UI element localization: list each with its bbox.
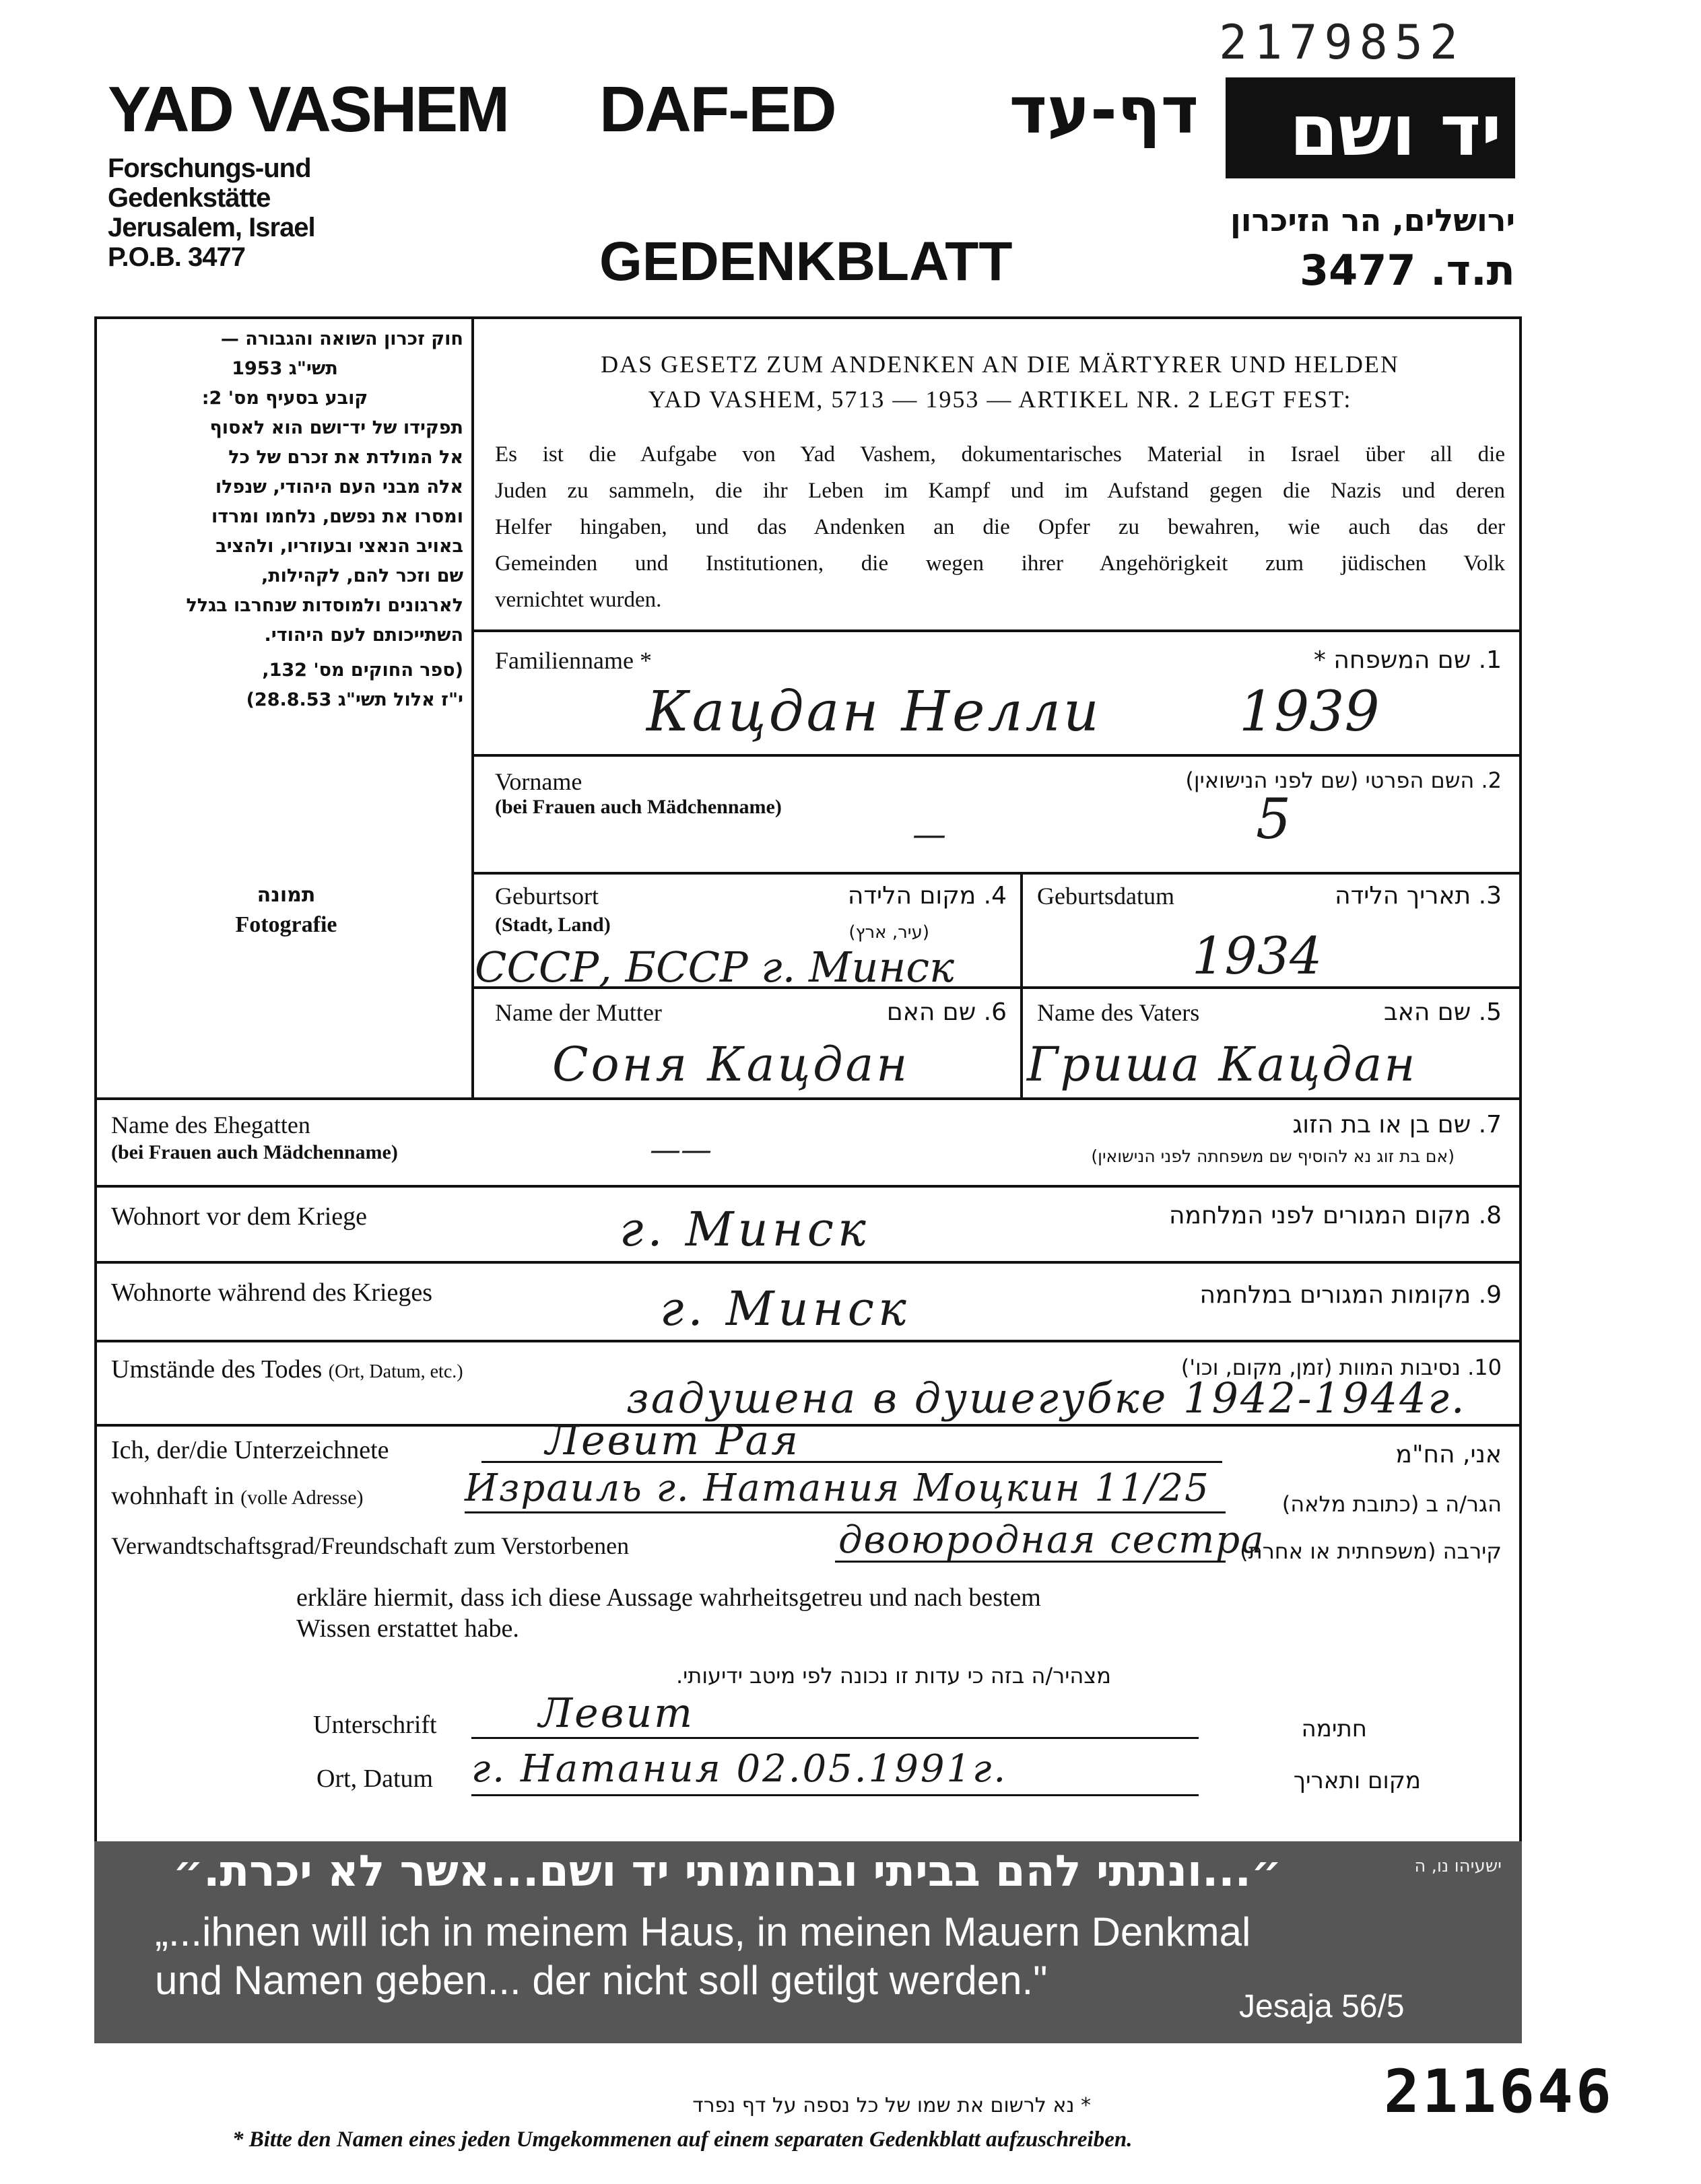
signature-underline [471, 1737, 1199, 1739]
declarant-label-he: אני, הח"מ [1395, 1441, 1502, 1468]
address-label-he: הגר/ה ב (כתובת מלאה) [1281, 1491, 1502, 1517]
law-body-line: Helfer hingaben, und das Andenken an die Opfer zu bewahren, wie auch das der [495, 515, 1505, 539]
org-name: YAD VASHEM [108, 73, 508, 145]
field-6-label-he: 6. שם האם [886, 998, 1007, 1026]
field-divider [471, 872, 1522, 875]
yad-vashem-logo [1226, 77, 1515, 178]
field-4-label-de: Geburtsort [495, 883, 599, 910]
field-divider [94, 1340, 1522, 1342]
address-value[interactable]: Израиль г. Натания Моцкин 11/25 [465, 1466, 1210, 1510]
org-line: Gedenkstätte [108, 183, 271, 213]
place-date-label-he: מקום ותאריך [1293, 1767, 1421, 1794]
signature-label-de: Unterschrift [313, 1711, 437, 1739]
relation-label-he: קירבה (משפחתית או אחרת) [1240, 1538, 1502, 1564]
declaration-line: erkläre hiermit, dass ich diese Aussage wahrheitsgetreu und nach bestem [296, 1583, 1041, 1612]
field-4-label-he: 4. מקום הלידה [847, 882, 1007, 910]
law-he-line: תשי"ג 1953 [232, 358, 338, 379]
field-divider [471, 754, 1522, 757]
banner-he-quote: ״...ונתתי להם בביתי ובחומותי יד ושם...אשר לא יכרת.״ [172, 1847, 1282, 1897]
field-1-label-he: 1. שם המשפחה * [1313, 646, 1502, 674]
logo-text: יד ושם [1290, 90, 1502, 172]
field-6-label-de: Name der Mutter [495, 999, 662, 1026]
field-10-value[interactable]: задушена в душегубке 1942-1944г. [626, 1373, 1467, 1423]
field-3-label-he: 3. תאריך הלידה [1335, 882, 1502, 910]
field-4-sublabel-he: (עיר, ארץ) [848, 922, 929, 943]
document-number-top: 2179852 [1219, 15, 1465, 70]
place-date-label-de: Ort, Datum [316, 1765, 434, 1793]
address-he: ירושלים, הר הזיכרון [1230, 202, 1515, 238]
field-5-label-de: Name des Vaters [1037, 999, 1200, 1026]
document-number-bottom: 211646 [1384, 2057, 1614, 2126]
declarant-label-de: Ich, der/die Unterzeichnete [111, 1436, 389, 1464]
law-heading-line: DAS GESETZ ZUM ANDENKEN AN DIE MÄRTYRER UND HELDEN [601, 351, 1399, 378]
law-he-line: קובע בסעיף מס' 2: [201, 388, 368, 409]
field-5-value[interactable]: Гриша Кацдан [1027, 1037, 1418, 1092]
law-he-line: באויב הנאצי ובעוזריו, ולהציב [215, 536, 463, 557]
law-body-line: Juden zu sammeln, die ihr Leben im Kampf und im Aufstand gegen die Nazis und deren [495, 479, 1505, 503]
field-9-label-de: Wohnorte während des Krieges [111, 1278, 433, 1307]
field-10-label-sub: (Ort, Datum, etc.) [328, 1361, 463, 1382]
law-he-line: תפקידו של יד־ושם הוא לאסוף [209, 417, 463, 438]
field-divider [94, 1185, 1522, 1188]
field-1-value[interactable]: Кацдан Нелли [646, 680, 1102, 744]
law-body-line: vernichtet wurden. [495, 588, 662, 612]
law-ref-line: י"ז אלול תשי"ג 28.8.53) [246, 689, 463, 710]
law-body-line: Gemeinden und Institutionen, die wegen ihrer Angehörigkeit zum jüdischen Volk [495, 551, 1505, 576]
law-heading [485, 347, 1515, 417]
banner-he-ref: ישעיהו נו, ה [1414, 1856, 1502, 1876]
law-body [495, 436, 1505, 618]
law-he-line: אל המולדת את זכרם של כל [228, 447, 463, 468]
relation-label-de: Verwandtschaftsgrad/Freundschaft zum Verstorbenen [111, 1532, 630, 1559]
field-vertical-divider [1020, 872, 1023, 1097]
law-he-line: שם וזכר להם, לקהילות, [261, 566, 463, 586]
place-date-underline [471, 1794, 1199, 1796]
law-he-line: אלה מבני העם היהודי, שנפלו [215, 477, 463, 498]
declaration-line: Wissen erstattet habe. [296, 1614, 519, 1643]
field-6-value[interactable]: Соня Кацдан [552, 1037, 910, 1092]
field-7-label-de: Name des Ehegatten [111, 1112, 310, 1138]
banner-de-line2: und Namen geben... der nicht soll getilgt werden." [155, 1958, 1048, 2003]
place-date-value[interactable]: г. Натания 02.05.1991г. [471, 1747, 1008, 1791]
photo-label-de: Fotografie [235, 912, 337, 937]
field-8-label-he: 8. מקום המגורים לפני המלחמה [1168, 1202, 1502, 1229]
field-1-note: 1939 [1239, 680, 1380, 744]
org-address-block [108, 153, 315, 272]
field-10-label-de [111, 1355, 463, 1384]
field-4-value[interactable]: СССР, БССР г. Минск [475, 943, 955, 992]
law-body-line: Es ist die Aufgabe von Yad Vashem, dokumentarisches Material in Israel über all die [495, 442, 1505, 467]
org-line: Forschungs-und [108, 153, 311, 183]
law-ref-line: (ספר החוקים מס' 132, [262, 660, 463, 681]
relation-value[interactable]: двоюродная сестра [838, 1518, 1265, 1562]
field-2-value[interactable]: — [912, 815, 946, 854]
footer-note-he: * נא לרשום את שמו של כל נספה על דף נפרד [692, 2094, 1091, 2117]
law-he-line: השתייכותם לעם היהודי. [264, 625, 463, 646]
field-7-value[interactable]: —— [650, 1131, 712, 1167]
field-8-value[interactable]: г. Минск [620, 1202, 870, 1257]
photo-label-he: תמונה [257, 883, 316, 907]
left-column-divider [471, 316, 474, 1097]
field-7-label-he: 7. שם בן או בת הזוג [1292, 1111, 1502, 1138]
signature-value[interactable]: Левит [539, 1690, 695, 1737]
field-7-sublabel-he: (אם בת זוג נא להוסיף שם משפחתה לפני הנישואין) [1091, 1147, 1455, 1166]
law-he-line: לארגונים ולמוסדות שנחרבו בגלל [186, 595, 463, 616]
field-2-sublabel-de: (bei Frauen auch Mädchenname) [495, 796, 782, 818]
law-he-line: ומסרו את נפשם, נלחמו ומרדו [211, 506, 463, 527]
field-3-value[interactable]: 1934 [1192, 926, 1323, 986]
form-title-he: דף-עד [1009, 73, 1199, 148]
field-10-label-main: Umstände des Todes [111, 1355, 323, 1384]
field-2-label-de: Vorname [495, 768, 582, 795]
field-5-label-he: 5. שם האב [1383, 998, 1502, 1026]
footer-note-de: * Bitte den Namen eines jeden Umgekommenen auf einem separaten Gedenkblatt aufzuschreiben. [232, 2127, 1133, 2152]
law-text-he [106, 325, 463, 715]
signature-label-he: חתימה [1301, 1715, 1367, 1742]
field-10-label-he: 10. נסיבות המוות (זמן, מקום, וכו') [1180, 1355, 1502, 1380]
banner-de-ref: Jesaja 56/5 [1239, 1989, 1405, 2024]
banner-de-line1: „...ihnen will ich in meinem Haus, in meinen Mauern Denkmal [155, 1909, 1251, 1954]
field-2-label-he: 2. השם הפרטי (שם לפני הנישואין) [1185, 767, 1502, 793]
law-he-line: חוק זכרון השואה והגבורה — [220, 329, 463, 349]
declarant-value[interactable]: Левит Рая [545, 1417, 800, 1464]
field-9-value[interactable]: г. Минск [660, 1281, 910, 1336]
field-2-note: 5 [1256, 788, 1292, 852]
address-label-main: wohnhaft in [111, 1482, 234, 1510]
field-9-label-he: 9. מקומות המגורים במלחמה [1199, 1281, 1502, 1309]
field-8-label-de: Wohnort vor dem Kriege [111, 1202, 367, 1231]
pob-he: ת.ד. 3477 [1299, 246, 1515, 295]
declaration-text [296, 1582, 1041, 1644]
quote-banner [94, 1841, 1522, 2043]
org-line: Jerusalem, Israel [108, 213, 315, 242]
address-label-de [111, 1481, 364, 1511]
address-label-sub: (volle Adresse) [240, 1487, 364, 1509]
address-underline [465, 1511, 1226, 1513]
field-3-label-de: Geburtsdatum [1037, 883, 1174, 910]
field-divider [471, 629, 1522, 632]
declaration-text-he: מצהיר/ה בזה כי עדות זו נכונה לפי מיטב ידיעותי. [675, 1663, 1111, 1688]
org-line: P.O.B. 3477 [108, 242, 245, 272]
field-divider [94, 1097, 1522, 1100]
law-heading-line: YAD VASHEM, 5713 — 1953 — ARTIKEL NR. 2 LEGT FEST: [648, 386, 1352, 413]
field-1-label-de: Familienname * [495, 647, 652, 674]
field-divider [94, 1424, 1522, 1427]
field-divider [94, 1261, 1522, 1264]
field-4-sublabel-de: (Stadt, Land) [495, 914, 611, 936]
form-title-de: DAF-ED [599, 73, 836, 145]
gedenkblatt-title: GEDENKBLATT [599, 231, 1013, 292]
field-7-sublabel-de: (bei Frauen auch Mädchenname) [111, 1141, 398, 1163]
